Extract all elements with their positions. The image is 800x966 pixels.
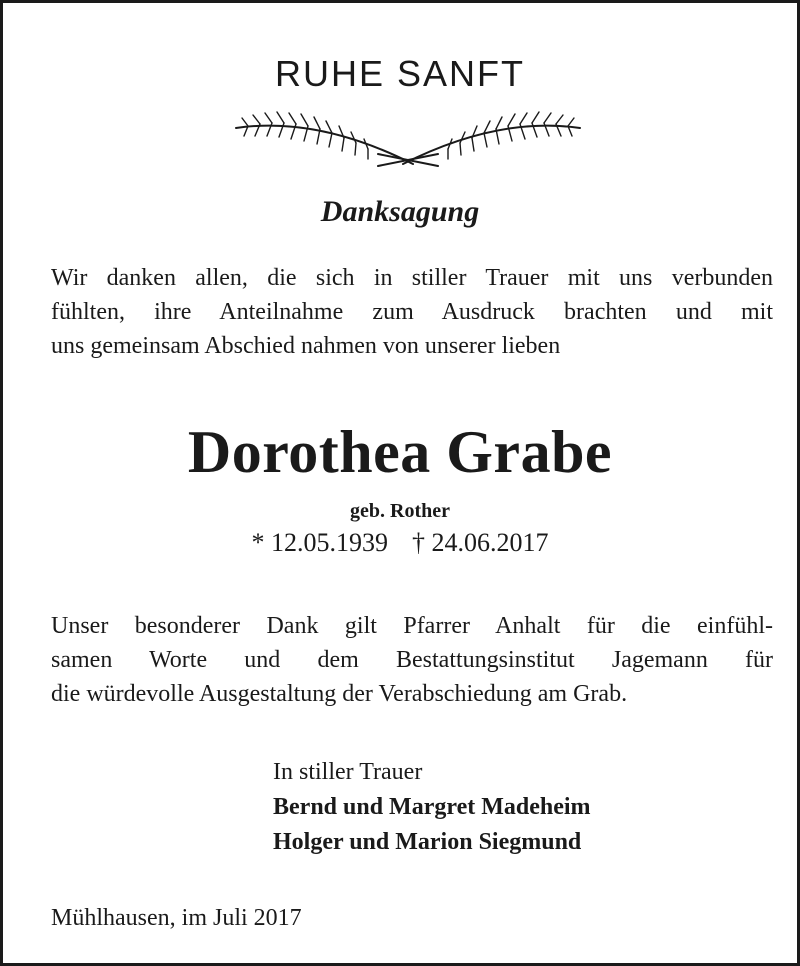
- signoff-block: [273, 755, 591, 860]
- death-date: † 24.06.2017: [412, 528, 549, 557]
- palm-branches-icon: [228, 108, 588, 170]
- life-dates: [3, 528, 797, 558]
- deceased-name: Dorothea Grabe: [187, 419, 613, 485]
- maiden-name: geb. Rother: [350, 500, 450, 522]
- place-date: Mühlhausen, im Juli 2017: [51, 905, 302, 931]
- signoff-text: In stiller Trauer: [273, 759, 423, 785]
- mourner-name: Holger und Marion Siegmund: [273, 829, 582, 855]
- thanks-line: die würdevolle Ausgestaltung der Verabschiedung am Grab.: [51, 681, 628, 707]
- thanks-line: samen Worte und dem Bestattungsinstitut Jagemann für: [51, 647, 773, 673]
- intro-paragraph: [51, 261, 773, 363]
- intro-line: Wir danken allen, die sich in stiller Trauer mit uns verbunden: [51, 265, 773, 291]
- mourner-name: Bernd und Margret Madeheim: [273, 794, 591, 820]
- notice-header: RUHE SANFT: [274, 53, 525, 94]
- thanks-paragraph: [51, 609, 773, 711]
- notice-subtitle: Danksagung: [320, 195, 480, 228]
- birth-date: * 12.05.1939: [251, 528, 388, 557]
- intro-line: uns gemeinsam Abschied nahmen von unserer lieben: [51, 333, 561, 359]
- thanks-line: Unser besonderer Dank gilt Pfarrer Anhalt für die einfühl-: [51, 613, 773, 639]
- intro-line: fühlten, ihre Anteilnahme zum Ausdruck brachten und mit: [51, 299, 773, 325]
